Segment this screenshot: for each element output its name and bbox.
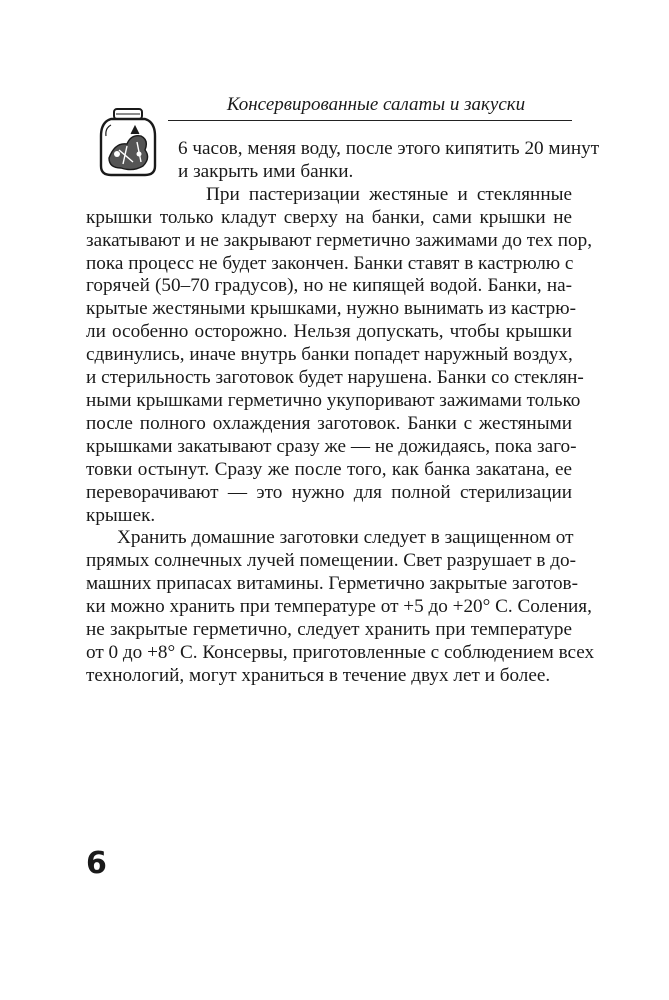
text-line: горячей (50–70 градусов), но не кипящей водой. Банки, на-	[86, 275, 572, 297]
text-line: ными крышками герметично укупоривают зажимами только	[86, 389, 581, 411]
text-line: закатывают и не закрывают герметично зажимами до тех пор,	[86, 229, 593, 251]
text-line: крышками закатывают сразу же — не дожидаясь, пока заго-	[86, 435, 577, 457]
text-line: пока процесс не будет закончен. Банки ставят в кастрюлю с	[86, 252, 574, 274]
body-text	[86, 138, 600, 688]
text-line: после полного охлаждения заготовок. Банки с жестяными	[86, 412, 572, 434]
text-line: переворачивают — это нужно для полной стерилизации	[86, 481, 572, 503]
text-line: технологий, могут храниться в течение двух лет и более.	[86, 664, 551, 686]
text-line: ли особенно осторожно. Нельзя допускать, чтобы крышки	[86, 321, 572, 343]
text-line: При пастеризации жестяные и стеклянные	[206, 183, 572, 205]
text-line: 6 часов, меняя воду, после этого кипятить 20 минут	[178, 138, 600, 159]
text-line: крытые жестяными крышками, нужно вынимать из кастрю-	[86, 298, 576, 320]
text-line: ки можно хранить при температуре от +5 до +20° С. Соления,	[86, 596, 592, 618]
text-line: сдвинулись, иначе внутрь банки попадет наружный воздух,	[86, 344, 573, 366]
text-line: машних припасах витамины. Герметично закрытые заготов-	[86, 573, 578, 595]
running-header-title: Консервированные салаты и закуски	[226, 94, 526, 115]
text-line: от 0 до +8° С. Консервы, приготовленные с соблюдением всех	[86, 641, 595, 663]
text-line: и стерильность заготовок будет нарушена. Банки со стеклян-	[86, 367, 584, 389]
page-number: 6	[86, 846, 107, 881]
text-line: Хранить домашние заготовки следует в защищенном от	[117, 527, 574, 549]
text-line: товки остынут. Сразу же после того, как банка закатана, ее	[86, 458, 572, 480]
text-line: не закрытые герметично, следует хранить при температуре	[86, 619, 572, 641]
text-line: и закрыть ими банки.	[178, 160, 354, 182]
text-line: прямых солнечных лучей помещении. Свет разрушает в до-	[86, 550, 576, 572]
header-rule	[168, 120, 572, 121]
text-line: крышки только кладут сверху на банки, сами крышки не	[86, 206, 572, 228]
text-line: крышек.	[86, 504, 156, 526]
